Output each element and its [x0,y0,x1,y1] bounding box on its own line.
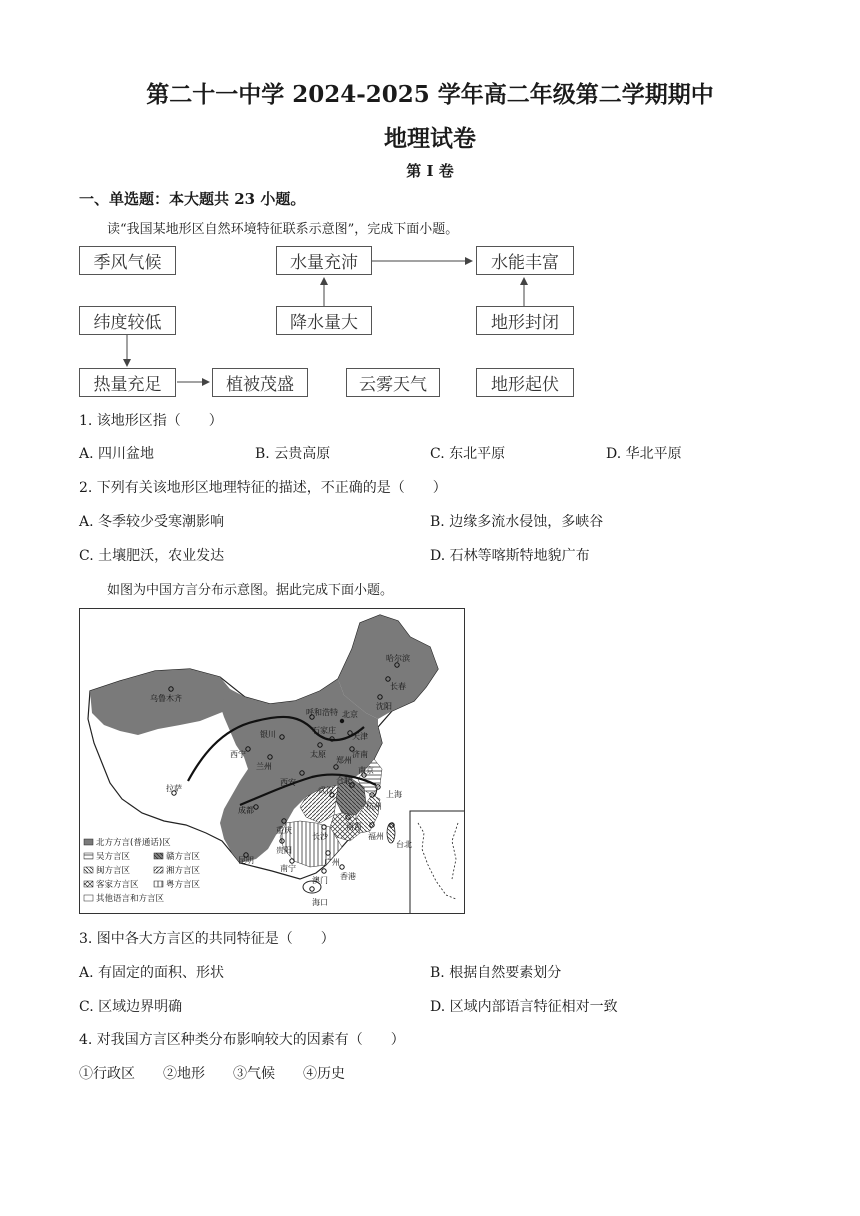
city-chongqing: 重庆 [276,826,292,835]
legend-hakka: 客家方言区 [96,880,139,890]
city-lanzhou: 兰州 [256,762,272,771]
legend-min: 闽方言区 [96,866,131,876]
city-chengdu: 成都 [238,806,254,815]
city-harbin: 哈尔滨 [386,654,410,663]
city-kunming: 昆明 [238,856,254,865]
q2-stem: 2. 下列有关该地形区地理特征的描述，不正确的是（ ） [79,480,447,496]
q1-option-c[interactable]: C. 东北平原 [430,446,506,462]
q3-option-d[interactable]: D. 区域内部语言特征相对一致 [430,999,618,1015]
q3-stem: 3. 图中各大方言区的共同特征是（ ） [79,931,335,947]
city-shanghai: 上海 [386,790,402,799]
map-legend [84,837,201,904]
box-heat: 热量充足 [79,368,176,397]
box-fog: 云雾天气 [346,368,440,397]
city-hongkong: 香港 [340,872,356,881]
q4-stem: 4. 对我国方言区种类分布影响较大的因素有（ ） [79,1032,405,1048]
section-heading: 一、单选题：本大题共 23 小题。 [79,190,306,208]
box-latitude: 纬度较低 [79,306,176,335]
exam-title-line1: 第二十一中学 2024-2025 学年高二年级第二学期期中 [146,81,714,108]
city-hefei: 合肥 [336,776,352,785]
q3-option-a[interactable]: A. 有固定的面积、形状 [79,965,225,981]
city-lhasa: 拉萨 [166,784,182,793]
city-taipei: 台北 [396,840,412,849]
legend-other: 其他语言和方言区 [96,894,165,904]
exam-title-line2: 地理试卷 [384,125,476,152]
lead-text-1: 读“我国某地形区自然环境特征联系示意图”，完成下面小题。 [107,222,459,237]
city-hohhot: 呼和浩特 [306,708,338,717]
q2-option-d[interactable]: D. 石林等喀斯特地貌广布 [430,548,590,564]
legend-yue: 粤方言区 [166,880,201,890]
city-beijing: 北京 [342,710,358,719]
city-shenyang: 沈阳 [376,702,392,711]
south-sea-inset [410,811,465,914]
legend-gan: 赣方言区 [166,852,201,862]
city-wuhan: 武汉 [318,786,334,795]
city-guangzhou: 广州 [324,858,340,867]
city-nanjing: 南京 [358,766,374,775]
box-veg: 植被茂盛 [212,368,308,397]
city-nanchang: 南昌 [346,822,362,831]
volume-label: 第 I 卷 [406,162,454,180]
city-changsha: 长沙 [312,832,328,841]
city-urumqi: 乌鲁木齐 [150,694,182,703]
q1-option-a[interactable]: A. 四川盆地 [79,446,155,462]
city-xian: 西安 [280,778,296,787]
city-yinchuan: 银川 [260,730,276,739]
city-haikou: 海口 [312,898,328,907]
city-zhengzhou: 郑州 [336,756,352,765]
q3-option-b[interactable]: B. 根据自然要素划分 [430,965,562,981]
box-hydro: 水能丰富 [476,246,574,275]
q2-option-a[interactable]: A. 冬季较少受寒潮影响 [79,514,225,530]
city-hangzhou: 杭州 [366,802,382,811]
diagram-arrows [0,0,860,420]
legend-xiang: 湘方言区 [166,866,201,876]
box-water: 水量充沛 [276,246,372,275]
city-jinan: 济南 [352,750,368,759]
q3-option-c[interactable]: C. 区域边界明确 [79,999,183,1015]
dialect-map [79,608,465,914]
legend-north: 北方方言(普通话)区 [96,838,171,848]
dialect-map-svg [80,609,465,914]
q1-stem: 1. 该地形区指（ ） [79,413,223,429]
box-relief: 地形起伏 [476,368,574,397]
city-changchun: 长春 [390,682,406,691]
city-taiyuan: 太原 [310,750,326,759]
q4-factor-options: ①行政区 ②地形 ③气候 ④历史 [79,1066,345,1082]
city-nanning: 南宁 [280,864,296,873]
q1-option-d[interactable]: D. 华北平原 [606,446,682,462]
box-closed: 地形封闭 [476,306,574,335]
city-shijiazhuang: 石家庄 [312,726,336,735]
q2-option-c[interactable]: C. 土壤肥沃，农业发达 [79,548,225,564]
city-macao: 澳门 [312,876,328,885]
box-monsoon: 季风气候 [79,246,176,275]
city-tianjin: 天津 [352,732,368,741]
q1-option-b[interactable]: B. 云贵高原 [255,446,331,462]
legend-wu: 吴方言区 [96,852,131,862]
city-xining: 西宁 [230,750,246,759]
city-guiyang: 贵阳 [276,846,292,855]
city-fuzhou: 福州 [368,832,384,841]
q2-option-b[interactable]: B. 边缘多流水侵蚀，多峡谷 [430,514,604,530]
lead-text-2: 如图为中国方言分布示意图。据此完成下面小题。 [107,583,394,598]
box-rain: 降水量大 [276,306,372,335]
